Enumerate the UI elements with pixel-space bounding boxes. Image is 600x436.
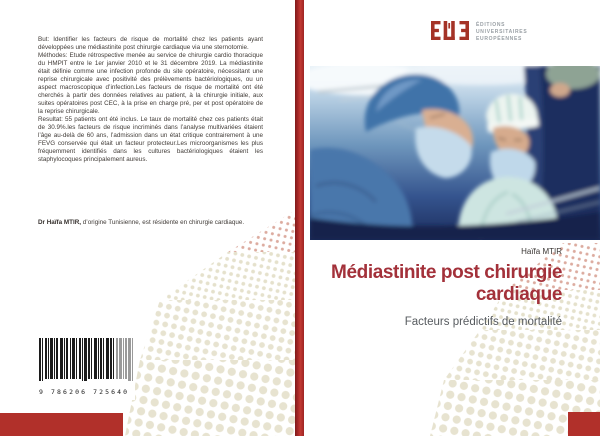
publisher-line-3: EUROPÉENNES bbox=[476, 35, 523, 42]
red-spine-stripe bbox=[295, 0, 304, 436]
barcode-bars-icon bbox=[37, 338, 135, 382]
cover-photo bbox=[310, 66, 600, 240]
surgery-photo-illustration bbox=[310, 66, 600, 240]
abstract-methodes: Méthodes: Etude rétrospective menée au service de chirurgie cardio thoracique du HMPIT entre le 1er janvier 2010 et le 31 décembre 2019. La médiastinite était définie comme une infection profonde du site opératoire, nécessitant une reprise chirurgicale avec positivité des prélèvements bactériologiques, ou un aspect macroscopique d’infection.Les facteurs de risque de mortalité ont été cherchés à partir des données relatives au patient, à la chirurgie initiale, aux suites opératoires post CEC, à la prise en charge pré, per et post opératoire de la reprise chirurgicale. bbox=[38, 52, 263, 115]
book-title: Médiastinite post chirurgie cardiaque bbox=[331, 262, 562, 305]
author-bio-name: Dr Haïfa MTIR, bbox=[38, 219, 82, 227]
publisher-name bbox=[476, 22, 527, 42]
author-name: Haïfa MTIR bbox=[521, 247, 562, 256]
publisher-logo bbox=[431, 21, 527, 42]
barcode bbox=[37, 338, 135, 400]
barcode-number: 9 786206 725640 bbox=[39, 388, 130, 396]
publisher-line-2: UNIVERSITAIRES bbox=[476, 28, 528, 35]
red-block-bottom-right bbox=[568, 412, 600, 436]
red-bar-bottom-left bbox=[0, 413, 123, 436]
abstract-but: But: Identifier les facteurs de risque de mortalité chez les patients ayant développées une médiastinite post chirurgie cardiaque via une sternotomie. bbox=[38, 36, 263, 51]
publisher-line-1: ÉDITIONS bbox=[476, 22, 506, 28]
eue-logo-icon bbox=[431, 21, 469, 40]
back-cover-abstract bbox=[38, 36, 263, 164]
author-bio bbox=[38, 219, 263, 227]
abstract-resultat: Resultat: 55 patients ont été inclus. Le taux de mortalité chez ces patients était de 30.9%.les facteurs de risque incriminés dans l’analyse multivariées étaient l’âge au-delà de 60 ans, l’admission dans un état critique contrairement à une FEVG conservée qui était un facteur protecteur.Les microorganismes les plus fréquemment identifiés dans les cultures bactériologiques étaient les staphylocoques principalement aureus. bbox=[38, 116, 263, 163]
author-bio-text: d’origine Tunisienne, est résidente en chirurgie cardiaque. bbox=[82, 219, 245, 227]
book-subtitle: Facteurs prédictifs de mortalité bbox=[404, 316, 562, 328]
